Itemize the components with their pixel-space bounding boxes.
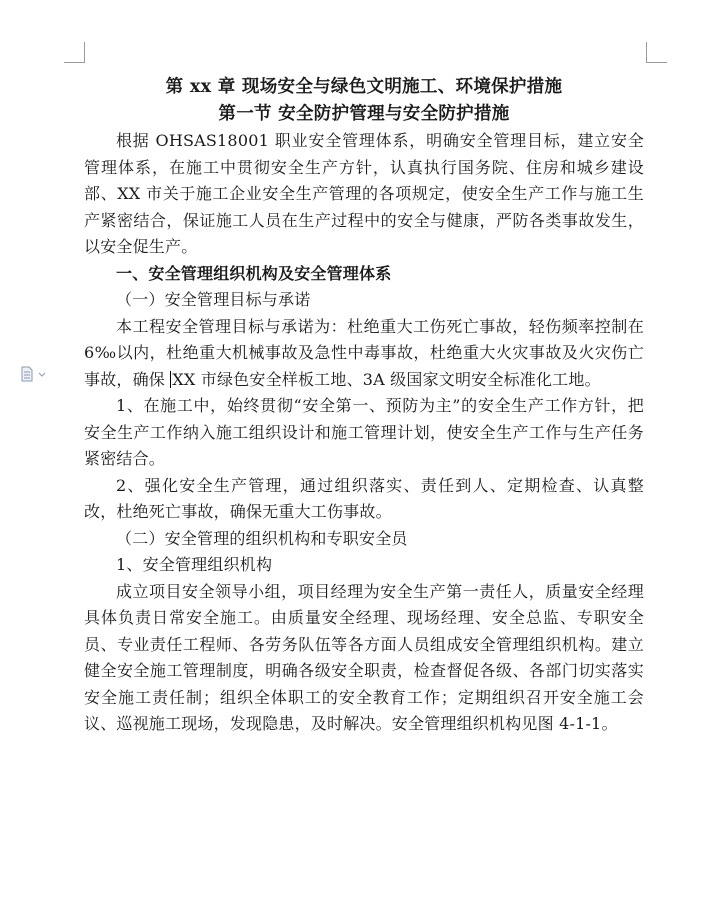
safety-goals-paragraph [84,314,644,394]
margin-corner-top-left [64,42,85,63]
subheading-organization-item-1: 1、安全管理组织机构 [116,555,273,574]
safety-goals-text-start: 本工程安全管理目标与承诺为：杜绝重大工伤死亡事故，轻伤频率控制在 6‰以内，杜绝重大机械事故及急性中毒事故，杜绝重大火灾事故及火灾伤亡事故，确保 [84,316,644,389]
safety-goals-text-end: XX 市绿色安全样板工地、3A 级国家文明安全标准化工地。 [172,369,601,389]
list-item-1: 1、在施工中，始终贯彻“安全第一、预防为主”的安全生产工作方针，把安全生产工作纳入施工组织设计和施工管理计划，使安全生产工作与生产任务紧密结合。 [84,396,644,468]
heading-safety-organization: 一、安全管理组织机构及安全管理体系 [116,263,392,283]
subheading-safety-goals: （一）安全管理目标与承诺 [116,290,311,309]
organization-paragraph: 成立项目安全领导小组，项目经理为安全生产第一责任人，质量安全经理具体负责日常安全施工。由质量安全经理、现场经理、安全总监、专职安全员、专业责任工程师、各劳务队伍等各方面人员组成安全管理组织机构。建立健全安全施工管理制度，明确各级安全职责，检查督促各级、各部门切实落实安全施工责任制；组织全体职工的安全教育工作；定期组织召开安全施工会议、巡视施工现场，发现隐患，及时解决。安全管理组织机构见图 4-1-1。 [84,581,644,733]
subheading-organization: （二）安全管理的组织机构和专职安全员 [116,528,408,548]
chapter-title: 第 xx 章 现场安全与绿色文明施工、环境保护措施 [165,77,563,97]
document-body[interactable] [84,74,644,738]
margin-corner-top-right [646,42,667,63]
intro-paragraph: 根据 OHSAS18001 职业安全管理体系，明确安全管理目标，建立安全管理体系，在施工中贯彻安全生产方针，认真执行国务院、住房和城乡建设部、XX 市关于施工企业安全生产管理的各项规定，使安全生产工作与施工生产紧密结合，保证施工人员在生产过程中的安全与健康，严防各类事故发生，以安全促生产。 [84,131,644,256]
document-options-icon[interactable] [20,366,50,382]
list-item-2: 2、强化安全生产管理，通过组织落实、责任到人、定期检查、认真整改，杜绝死亡事故，确保无重大工伤事故。 [84,475,644,521]
section-title: 第一节 安全防护管理与安全防护措施 [218,104,510,124]
